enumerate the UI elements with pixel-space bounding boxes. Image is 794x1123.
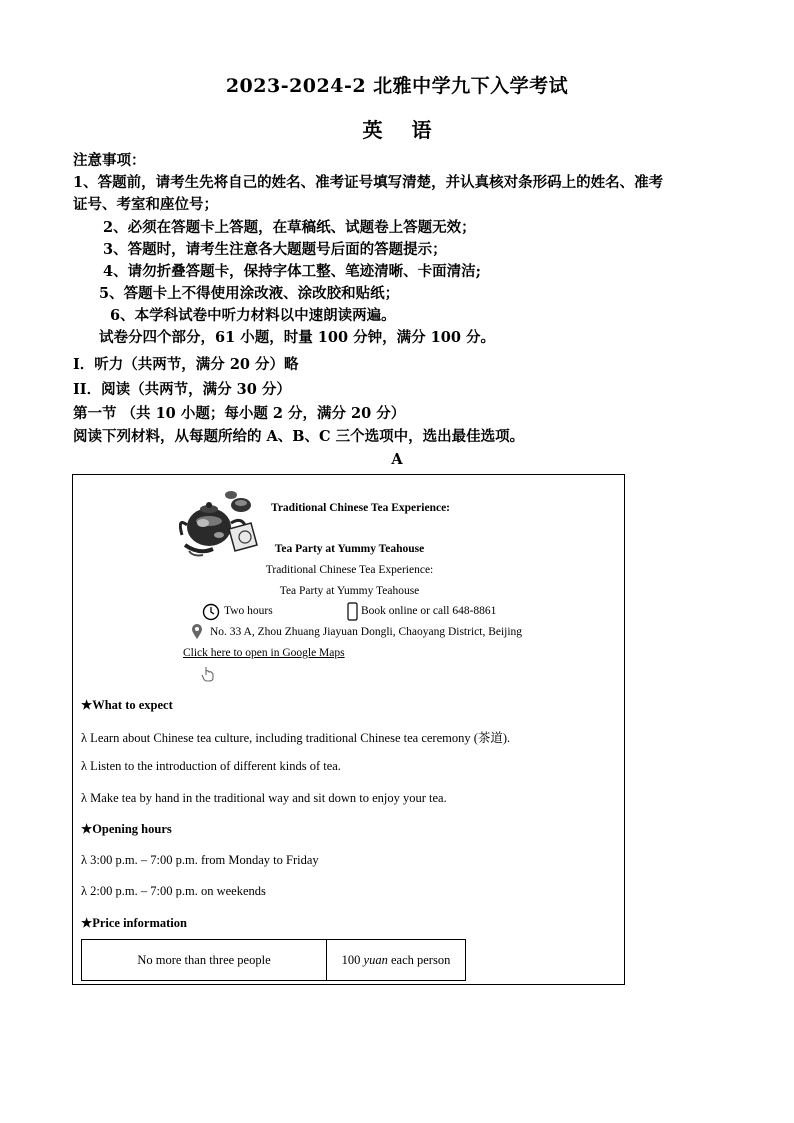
expect-item-2: λ Listen to the introduction of different kinds of tea. xyxy=(81,759,341,773)
phone-icon xyxy=(347,602,358,621)
ad-sub-2: Tea Party at Yummy Teahouse xyxy=(279,585,420,597)
exam-title: 2023-2024-2 北雅中学九下入学考试 xyxy=(225,75,569,97)
price-suffix: each person xyxy=(387,952,451,967)
hours-weekday: λ 3:00 p.m. – 7:00 p.m. from Monday to Friday xyxy=(81,853,319,867)
map-pin-icon xyxy=(191,623,203,640)
passage-label: A xyxy=(391,451,403,468)
ad-heading-1: Traditional Chinese Tea Experience: xyxy=(271,502,450,514)
section-reading: II．阅读（共两节，满分 30 分） xyxy=(73,381,291,398)
price-unit: yuan xyxy=(363,952,388,967)
booking-text: Book online or call 648-8861 xyxy=(361,605,497,617)
notes-heading: 注意事项： xyxy=(73,152,146,169)
google-maps-link[interactable]: Click here to open in Google Maps xyxy=(183,647,345,659)
note-item-1-cont: 证号、考室和座位号； xyxy=(73,196,218,213)
price-table xyxy=(81,939,466,981)
expect-heading: ★What to expect xyxy=(81,698,173,712)
hours-weekend: λ 2:00 p.m. – 7:00 p.m. on weekends xyxy=(81,884,266,898)
note-item-4: 4、请勿折叠答题卡，保持字体工整、笔迹清晰、卡面清洁; xyxy=(103,263,481,280)
note-item-2: 2、必须在答题卡上答题，在草稿纸、试题卷上答题无效； xyxy=(103,219,476,236)
price-amount: 100 xyxy=(341,952,361,967)
section-instruction: 阅读下列材料，从每题所给的 A、B、C 三个选项中，选出最佳选项。 xyxy=(73,428,525,445)
note-item-1: 1、答题前，请考生先将自己的姓名、准考证号填写清楚，并认真核对条形码上的姓名、准考 xyxy=(73,174,664,191)
hand-pointer-icon xyxy=(201,665,215,683)
passage-a-box xyxy=(72,474,625,985)
hours-heading: ★Opening hours xyxy=(81,822,172,836)
section-part1: 第一节 （共 10 小题；每小题 2 分，满分 20 分） xyxy=(73,405,406,422)
note-item-6: 6、本学科试卷中听力材料以中速朗读两遍。 xyxy=(110,307,396,324)
note-summary: 试卷分四个部分，61 小题，时量 100 分钟，满分 100 分。 xyxy=(99,329,495,346)
table-row xyxy=(82,940,466,981)
duration-text: Two hours xyxy=(224,605,273,617)
expect-item-3: λ Make tea by hand in the traditional way and sit down to enjoy your tea. xyxy=(81,791,447,805)
subject-title: 英 语 xyxy=(362,118,432,142)
expect-item-1: λ Learn about Chinese tea culture, including traditional Chinese tea ceremony (茶道). xyxy=(81,731,511,745)
section-listening: I．听力（共两节，满分 20 分）略 xyxy=(73,356,299,373)
price-amount-cell xyxy=(327,940,466,981)
ad-heading-2: Tea Party at Yummy Teahouse xyxy=(274,543,425,555)
note-item-3: 3、答题时，请考生注意各大题题号后面的答题提示； xyxy=(103,241,447,258)
note-item-5: 5、答题卡上不得使用涂改液、涂改胶和贴纸； xyxy=(99,285,400,302)
price-heading: ★Price information xyxy=(81,916,187,930)
address-text: No. 33 A, Zhou Zhuang Jiayuan Dongli, Chaoyang District, Beijing xyxy=(210,626,523,638)
clock-icon xyxy=(202,603,220,621)
ad-sub-1: Traditional Chinese Tea Experience: xyxy=(265,564,434,576)
price-group-cell: No more than three people xyxy=(82,940,327,981)
